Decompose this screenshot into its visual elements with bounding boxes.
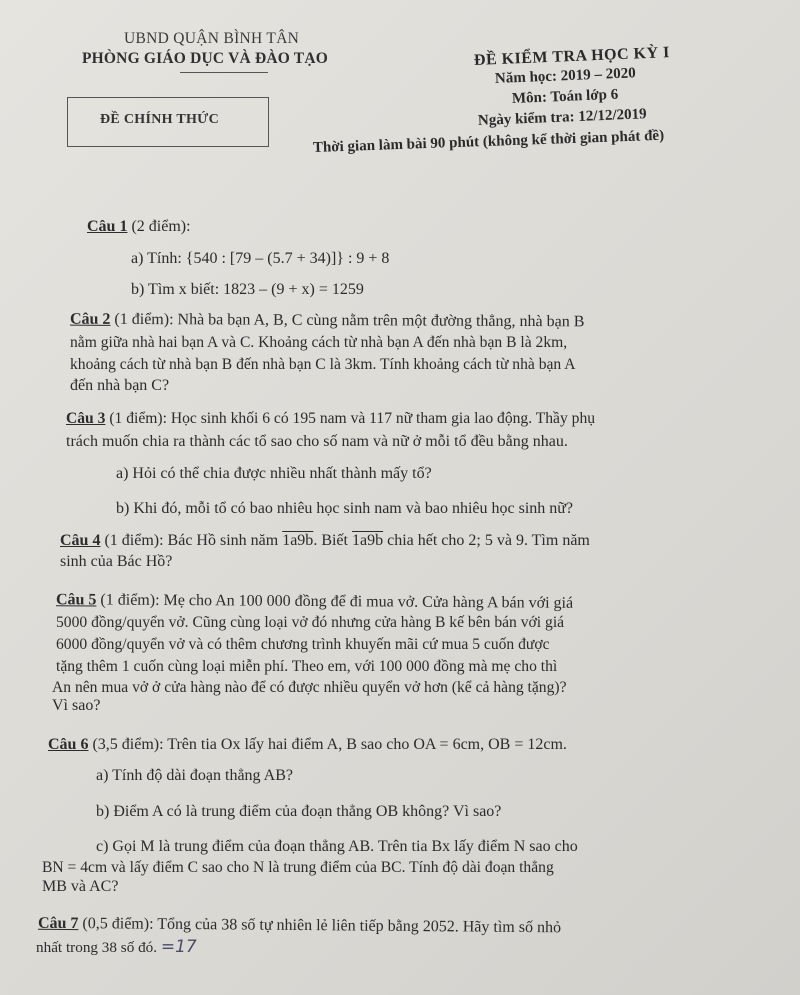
question-text: Trên tia Ox lấy hai điểm A, B sao cho OA = 6cm, OB = 12cm. (167, 736, 567, 753)
exam-title: ĐỀ KIỂM TRA HỌC KỲ I (473, 44, 671, 69)
exam-duration: Thời gian làm bài 90 phút (không kể thời gian phát đề) (312, 127, 665, 156)
question-label: Câu 2 (69, 310, 111, 328)
official-exam-label: ĐỀ CHÍNH THỨC (100, 112, 220, 127)
question-points: (1 điểm): (110, 310, 178, 329)
question-text: Học sinh khối 6 có 195 nam và 117 nữ tham gia lao động. Thầy phụ (170, 410, 596, 427)
question-label: Câu 4 (60, 532, 101, 549)
district-committee-title: UBND QUẬN BÌNH TÂN (124, 30, 300, 47)
question-7-line-1 (38, 915, 561, 938)
question-3-line-2: trách muốn chia ra thành các tổ sao cho số nam và nữ ở mỗi tổ đều bằng nhau. (66, 433, 568, 450)
overline-number: 1a9b (282, 532, 314, 549)
question-5-line-1 (56, 591, 573, 613)
question-text: Nhà ba bạn A, B, C cùng nằm trên một đường thẳng, nhà bạn B (177, 311, 585, 331)
question-points: (1 điểm): (100, 532, 168, 549)
question-text: Bác Hồ sinh năm (167, 532, 283, 549)
subject: Môn: Toán lớp 6 (511, 86, 619, 107)
question-6-part-a: a) Tính độ dài đoạn thẳng AB? (96, 767, 293, 784)
question-points: (1 điểm): (105, 410, 171, 427)
education-department-title: PHÒNG GIÁO DỤC VÀ ĐÀO TẠO (82, 50, 328, 67)
question-label: Câu 7 (37, 914, 79, 933)
header-divider (180, 72, 268, 73)
question-label: Câu 6 (48, 736, 89, 753)
question-label: Câu 1 (87, 218, 128, 235)
question-4-line-2: sinh của Bác Hồ? (60, 553, 173, 570)
question-4-line-1 (60, 532, 590, 550)
question-text: Tổng của 38 số tự nhiên lẻ liên tiếp bằng 2052. Hãy tìm số nhỏ (157, 915, 562, 937)
question-text: Mẹ cho An 100 000 đồng để đi mua vở. Cửa hàng A bán với giá (163, 591, 574, 612)
question-3-line-1 (66, 410, 595, 428)
handwritten-answer: =17 (160, 937, 197, 957)
question-1-part-a: a) Tính: {540 : [79 – (5.7 + 34)]} : 9 + 8 (131, 250, 390, 267)
school-year: Năm học: 2019 – 2020 (494, 65, 637, 87)
question-6-part-b: b) Điểm A có là trung điểm của đoạn thẳng OB không? Vì sao? (96, 803, 502, 820)
question-label: Câu 5 (55, 591, 97, 609)
question-points: (0,5 điểm): (78, 915, 158, 933)
question-5-line-4: tặng thêm 1 cuốn cùng loại miễn phí. Theo em, với 100 000 đồng mà mẹ cho thì (56, 658, 558, 675)
question-text: chia hết cho 2; 5 và 9. Tìm năm (383, 532, 590, 549)
question-5-line-5: An nên mua vở ở cửa hàng nào để có được nhiều quyển vở hơn (kể cả hàng tặng)? (52, 679, 567, 696)
question-3-part-b: b) Khi đó, mỗi tổ có bao nhiêu học sinh nam và bao nhiêu học sinh nữ? (116, 500, 574, 517)
question-2-line-1 (70, 311, 584, 332)
question-1-heading (87, 218, 191, 236)
question-6-part-c-line-3: MB và AC? (42, 878, 119, 895)
question-2-line-2: nằm giữa nhà hai bạn A và C. Khoảng cách từ nhà bạn A đến nhà bạn B là 2km, (70, 334, 568, 351)
question-3-part-a: a) Hỏi có thể chia được nhiều nhất thành mấy tổ? (116, 465, 432, 482)
question-points: (2 điểm): (127, 218, 191, 235)
question-1-part-b: b) Tìm x biết: 1823 – (9 + x) = 1259 (131, 281, 364, 298)
overline-number: 1a9b (351, 532, 384, 549)
question-5-line-6: Vì sao? (52, 697, 101, 714)
question-label: Câu 3 (66, 410, 106, 427)
question-5-line-3: 6000 đồng/quyển vở và có thêm chương trình khuyến mãi cứ mua 5 cuốn được (56, 636, 550, 653)
question-5-line-2: 5000 đồng/quyển vở. Cũng cùng loại vở đó nhưng cửa hàng B kế bên bán với giá (56, 614, 565, 631)
question-2-line-3: khoảng cách từ nhà bạn B đến nhà bạn C là 3km. Tính khoảng cách từ nhà bạn A (70, 356, 576, 373)
question-points: (1 điểm): (96, 591, 164, 609)
question-6-part-c-line-1: c) Gọi M là trung điểm của đoạn thẳng AB. Trên tia Bx lấy điểm N sao cho (96, 838, 578, 855)
question-6-part-c-line-2: BN = 4cm và lấy điểm C sao cho N là trung điểm của BC. Tính độ dài đoạn thẳng (42, 859, 554, 876)
question-text: nhất trong 38 số đó. (36, 939, 158, 956)
question-2-line-4: đến nhà bạn C? (70, 377, 170, 394)
question-6-line-1 (48, 736, 567, 754)
question-text: . Biết (313, 532, 352, 549)
question-points: (3,5 điểm): (88, 736, 168, 753)
exam-date: Ngày kiểm tra: 12/12/2019 (477, 106, 647, 129)
question-7-line-2 (36, 937, 197, 957)
